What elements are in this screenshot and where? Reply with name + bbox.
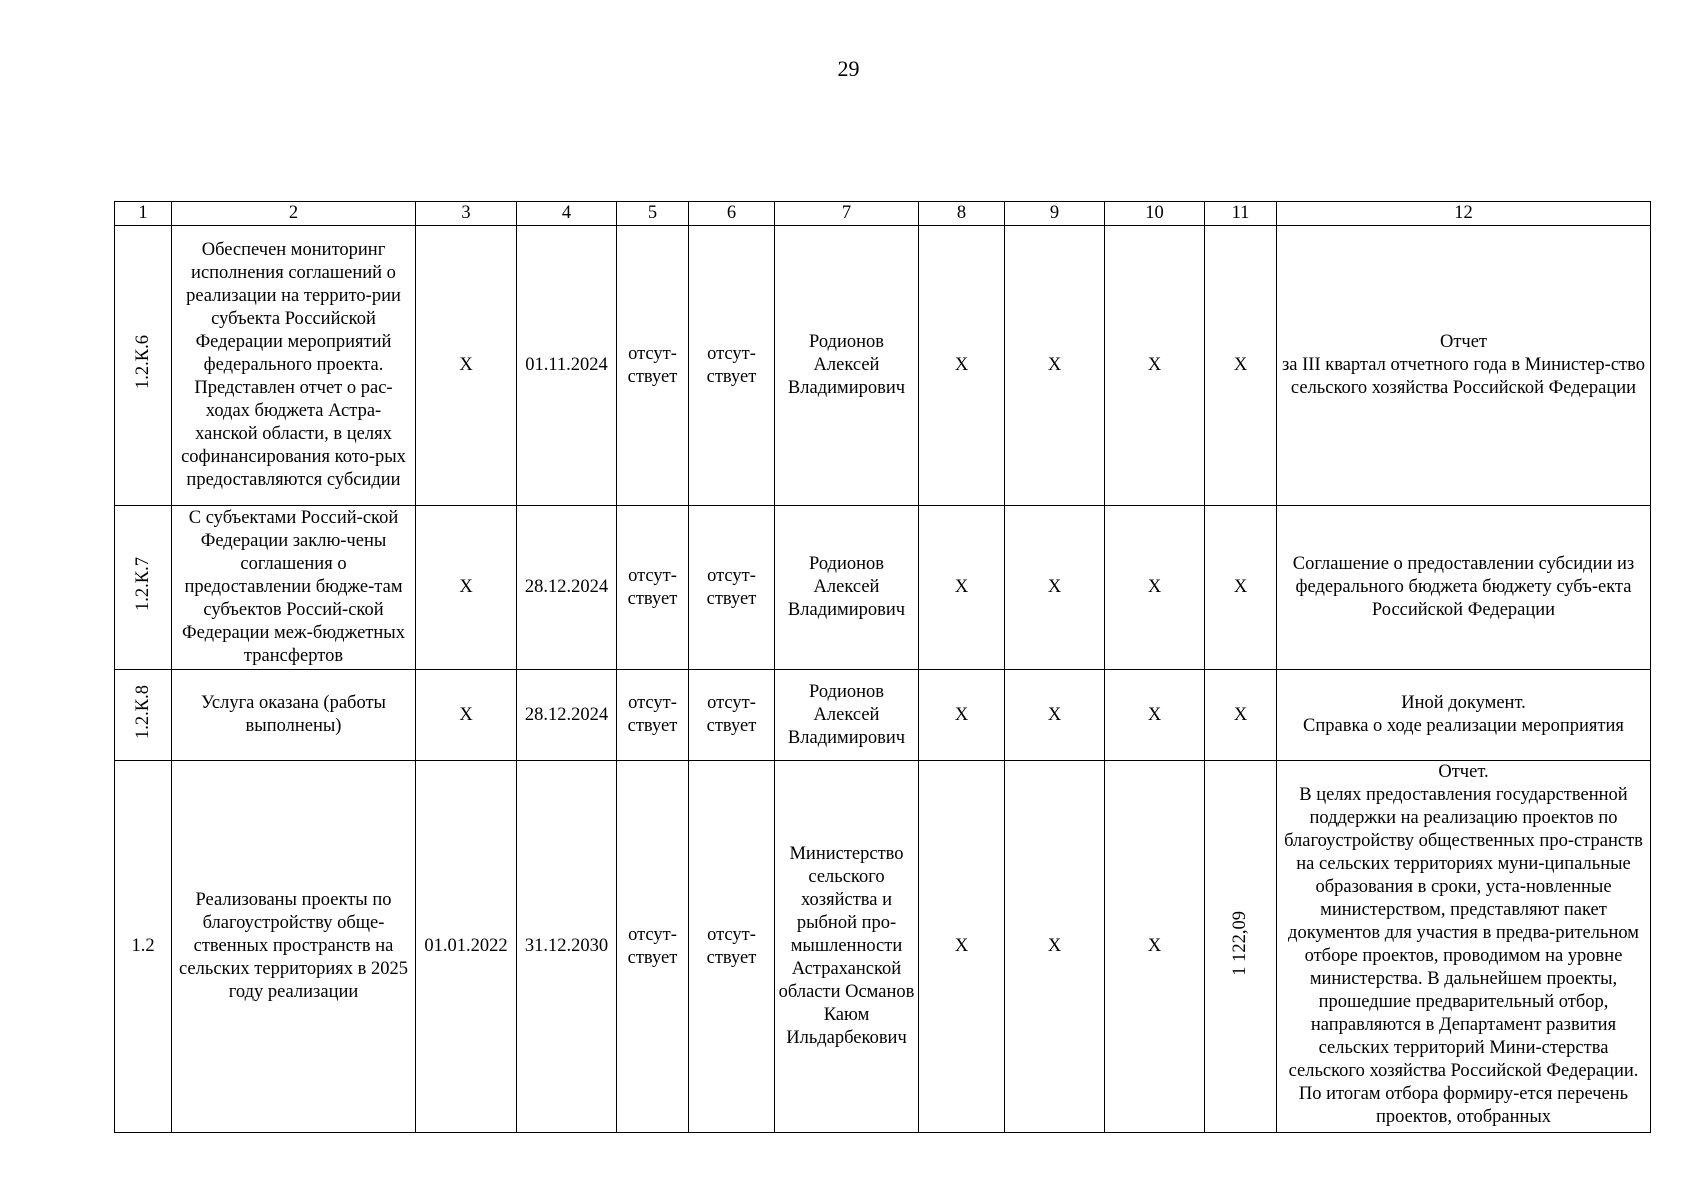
cell-col6: отсут-ствует [689,506,775,670]
cell-col5: отсут-ствует [617,226,689,506]
cell-col6: отсут-ствует [689,226,775,506]
document-text: В целях предоставления государственной поддержки на реализацию проектов по благоустройству общественных про-странств на сельских территориях муни-ципальные образования в сроки, уста-новленные министерством, представляют пакет документов для участия в предва-рительном отборе проектов, проводимом на уровне министерства. В дальнейшем проекты, прошедшие предварительный отбор, направляются в Департамент развития сельских территорий Мини-стерства сельского хозяйства Российской Федерации. По итогам отбора формиру-ется перечень проектов, отобранных [1284,785,1643,1127]
result-name-cell: С субъектами Россий-ской Федерации заклю-чены соглашения о предоставлении бюдже-там субъектов Россий-ской Федерации меж-бюджетных трансфертов [172,506,416,670]
cell-col3: Х [416,670,517,761]
column-header: 4 [517,202,617,226]
cell-col9: Х [1005,761,1105,1133]
column-header: 2 [172,202,416,226]
result-name-cell: Обеспечен мониторинг исполнения соглашений о реализации на террито-рии субъекта Российской Федерации мероприятий федерального проекта. Представлен отчет о рас-ходах бюджета Астра-ханской области, в целях софинансирования кото-рых предоставляются субсидии [172,226,416,506]
document-title: Отчет [1439,332,1488,352]
column-header: 9 [1005,202,1105,226]
column-header: 6 [689,202,775,226]
cell-col4-date: 31.12.2030 [517,761,617,1133]
cell-col8: Х [919,226,1005,506]
cell-col3: Х [416,506,517,670]
document-cell [1277,226,1651,506]
cell-col11: Х [1205,670,1277,761]
cell-col11: Х [1205,506,1277,670]
cell-col11: Х [1205,226,1277,506]
cell-col9: Х [1005,226,1105,506]
row-code-cell [115,670,172,761]
cell-col9: Х [1005,670,1105,761]
column-header: 1 [115,202,172,226]
cell-col10: Х [1105,226,1205,506]
responsible-cell: Министерство сельского хозяйства и рыбной про-мышленности Астраханской области Османов Каюм Ильдарбекович [775,761,919,1133]
row-code: 1.2.К.6 [132,335,153,389]
cell-col8: Х [919,670,1005,761]
table-row [115,670,1651,761]
cell-col5: отсут-ствует [617,670,689,761]
cell-col3: Х [416,226,517,506]
document-cell [1277,761,1651,1133]
column-header: 7 [775,202,919,226]
document-text: Соглашение о предоставлении субсидии из федерального бюджета бюджету субъ-екта Российской Федерации [1292,554,1635,620]
cell-col10: Х [1105,506,1205,670]
cell-col5: отсут-ствует [617,761,689,1133]
table-row [115,506,1651,670]
column-header: 3 [416,202,517,226]
column-header: 8 [919,202,1005,226]
responsible-cell: Родионов Алексей Владимирович [775,226,919,506]
cell-col6: отсут-ствует [689,670,775,761]
row-code: 1.2.К.8 [132,684,153,739]
document-cell [1277,506,1651,670]
cell-col4-date: 28.12.2024 [517,506,617,670]
document-text: Справка о ходе реализации мероприятия [1303,716,1624,736]
row-code-cell [115,506,172,670]
document-title: Иной документ. [1401,693,1526,713]
cell-col10: Х [1105,761,1205,1133]
responsible-cell: Родионов Алексей Владимирович [775,670,919,761]
cell-col8: Х [919,761,1005,1133]
data-table [114,201,1651,1133]
cell-col10: Х [1105,670,1205,761]
row-code: 1.2.К.7 [132,557,153,611]
table-row [115,226,1651,506]
column-header: 10 [1105,202,1205,226]
column-header: 5 [617,202,689,226]
document-text: за III квартал отчетного года в Министер-ство сельского хозяйства Российской Федерации [1281,355,1645,398]
cell-col4-date: 01.11.2024 [517,226,617,506]
page-number: 29 [837,56,860,81]
column-header: 12 [1277,202,1651,226]
budget-amount: 1 122,09 [1230,910,1250,976]
result-name-cell: Реализованы проекты по благоустройству обще-ственных пространств на сельских территориях в 2025 году реализации [172,761,416,1133]
cell-col5: отсут-ствует [617,506,689,670]
row-code-cell: 1.2 [115,761,172,1133]
cell-col8: Х [919,506,1005,670]
document-cell [1277,670,1651,761]
result-name-cell: Услуга оказана (работы выполнены) [172,670,416,761]
responsible-cell: Родионов Алексей Владимирович [775,506,919,670]
table-row [115,761,1651,1133]
column-header: 11 [1205,202,1277,226]
row-code-cell [115,226,172,506]
column-header-row [115,202,1651,226]
cell-col9: Х [1005,506,1105,670]
document-title: Отчет. [1438,762,1489,782]
cell-col4-date: 28.12.2024 [517,670,617,761]
budget-cell [1205,761,1277,1133]
cell-col6: отсут-ствует [689,761,775,1133]
cell-col3-date: 01.01.2022 [416,761,517,1133]
